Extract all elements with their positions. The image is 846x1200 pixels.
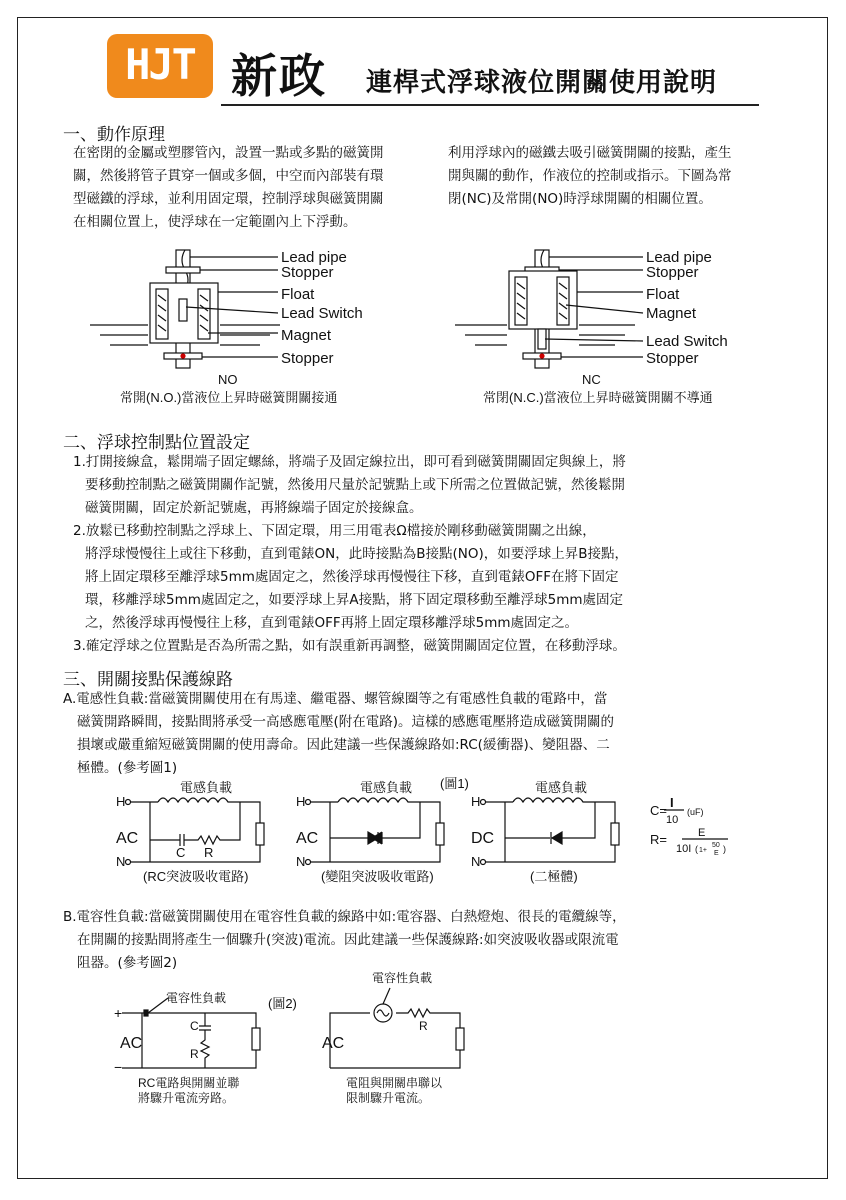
text-line: 閉(NC)及常開(NO)時浮球開關的相關位置。 xyxy=(448,191,712,207)
text-line: 損壞或嚴重縮短磁簧開關的使用壽命。因此建議一些保護線路如:RC(緩衝器)、變阻器、二 xyxy=(77,737,610,753)
text-line: A.電感性負載:當磁簧開關使用在有馬達、繼電器、螺管線圈等之有電感性負載的電路中，當 xyxy=(63,691,608,707)
label: Lead Switch xyxy=(646,333,728,350)
resistor-label: R xyxy=(204,845,214,860)
caption-varistor: (變阻突波吸收電路) xyxy=(321,869,434,884)
float-left-edge xyxy=(156,289,168,339)
terminal-h-label: H xyxy=(296,794,306,809)
text-line: 在相關位置上，使浮球在一定範圍內上下浮動。 xyxy=(73,214,357,230)
text-line: 型磁鐵的浮球，並利用固定環，控制浮球與磁簧開關 xyxy=(73,191,384,207)
label: Magnet xyxy=(646,305,697,322)
reed-switch-3 xyxy=(611,823,619,845)
terminal-n-label: N xyxy=(296,854,306,869)
mode-label-nc: NC xyxy=(582,372,601,387)
float-right-edge-r xyxy=(557,277,569,325)
terminal-h-3 xyxy=(481,800,486,805)
formula-r-paren: ( xyxy=(695,844,698,854)
formula-r-den: 10I xyxy=(676,843,692,855)
terminal-n-label: N xyxy=(116,854,126,869)
stopper-bolt-left xyxy=(181,354,185,358)
text-line: 3.確定浮球之位置點是否為所需之點，如有誤重新再調整，磁簧開關固定位置，在移動浮球。 xyxy=(73,638,626,654)
text-line: 2.放鬆已移動控制點之浮球上、下固定環，用三用電表Ω檔接於剛移動磁簧開關之出線， xyxy=(73,523,596,539)
section2-text xyxy=(73,451,628,658)
cap-load-label-2: 電容性負載 xyxy=(372,971,433,985)
float-switch-diagram xyxy=(90,245,770,410)
terminal-h-label: H xyxy=(471,794,481,809)
text-line: 磁簧開關，固定於新記號處，再將線端子固定於接線盒。 xyxy=(85,500,423,516)
text-line: 將上固定環移至離浮球5mm處固定之，然後浮球再慢慢往下移，直到電錶OFF在將下固定 xyxy=(85,569,619,585)
title-underline xyxy=(221,104,759,106)
dc-label: DC xyxy=(471,830,495,847)
label: Float xyxy=(646,286,680,303)
formula-c-den: 10 xyxy=(666,814,679,826)
ac-label: AC xyxy=(296,830,319,847)
caption-nc: 常閉(N.C.)當液位上昇時磁簧開關不導通 xyxy=(483,390,713,405)
reed-switch-4 xyxy=(252,1028,260,1050)
terminal-h-label: H xyxy=(116,794,126,809)
section3-a-text xyxy=(63,688,614,780)
label: Lead Switch xyxy=(281,305,363,322)
text-line: B.電容性負載:當磁簧開關使用在電容性負載的線路中如:電容器、白熱燈炮、很長的電纜線等， xyxy=(63,909,626,925)
company-logo xyxy=(107,34,213,98)
float-left-edge-r xyxy=(515,277,527,325)
label: Magnet xyxy=(281,327,332,344)
text-line: 磁簧開路瞬間，接點間將承受一高感應電壓(附在電路)。這樣的感應電壓將造成磁簧開關的 xyxy=(77,714,615,730)
terminal-n-label: N xyxy=(471,854,481,869)
reed-switch-2 xyxy=(436,823,444,845)
text-line: 極體。(參考圖1) xyxy=(77,760,178,776)
caption-right-1: 電阻與開關串聯以 xyxy=(346,1076,443,1090)
section1-left-text xyxy=(73,142,384,234)
load-label: 電感負載 xyxy=(535,780,588,795)
figure2-circuits xyxy=(108,968,488,1130)
load-label: 電感負載 xyxy=(180,780,233,795)
minus-label: − xyxy=(114,1059,123,1075)
ac-label-2: AC xyxy=(120,1035,143,1052)
section3-title: 三、開關接點保護線路 xyxy=(63,670,233,690)
caption-no: 常開(N.O.)當液位上昇時磁簧開關接通 xyxy=(120,390,338,405)
terminal-n-2 xyxy=(306,860,311,865)
formula-r-one: 1+ xyxy=(699,847,707,854)
varistor-branch xyxy=(330,802,420,838)
text-line: 環，移離浮球5mm處固定之，如要浮球上昇A接點，將下固定環移動至離浮球5mm處固定 xyxy=(85,592,624,608)
capacitor-label: C xyxy=(176,845,186,860)
ac-label: AC xyxy=(116,830,139,847)
reed-switch-5 xyxy=(456,1028,464,1050)
diode-symbol xyxy=(551,832,562,844)
label: Stopper xyxy=(281,264,334,281)
label: Lead pipe xyxy=(281,249,347,266)
label: Stopper xyxy=(281,350,334,367)
section3-b-text xyxy=(63,906,626,975)
caption-left-1: RC電路與開關並聯 xyxy=(138,1076,240,1090)
formula-r-e: E xyxy=(714,850,719,857)
text-line: 1.打開接線盒，鬆開端子固定螺絲，將端子及固定線拉出，即可看到磁簧開關固定與線上，將 xyxy=(73,454,626,470)
plus-label: + xyxy=(114,1005,123,1021)
figure1-circuits xyxy=(110,775,750,887)
label: Stopper xyxy=(646,264,699,281)
diode-branch xyxy=(505,802,595,838)
caption-diode: (二極體) xyxy=(530,869,578,884)
series-resistor-circuit xyxy=(330,1009,460,1068)
text-line: 關，然後將管子貫穿一個或多個，中空而內部裝有環 xyxy=(73,168,384,184)
terminal-n-3 xyxy=(481,860,486,865)
resistor-label-3: R xyxy=(419,1019,428,1033)
section2-title: 二、浮球控制點位置設定 xyxy=(63,433,250,453)
terminal-h-1 xyxy=(126,800,131,805)
capacitor-label-2: C xyxy=(190,1019,199,1033)
text-line: 在開關的接點間將產生一個驟升(突波)電流。因此建議一些保護線路:如突波吸收器或限流電 xyxy=(77,932,619,948)
lead-switch-right xyxy=(538,329,546,349)
wire-2 xyxy=(311,802,440,862)
varistor-symbol xyxy=(368,832,382,844)
text-line: 利用浮球內的磁鐵去吸引磁簧開關的接點，產生 xyxy=(448,145,732,161)
formula-c-num: I xyxy=(670,795,674,810)
terminal-n-1 xyxy=(126,860,131,865)
brand-name: 新政 xyxy=(231,49,327,103)
label: Stopper xyxy=(646,350,699,367)
formula-r-lhs: R= xyxy=(650,832,667,847)
wire-1 xyxy=(131,802,260,862)
caption-rc: (RC突波吸收電路) xyxy=(143,869,249,884)
section1-title: 一、動作原理 xyxy=(63,125,165,145)
document-title: 連桿式浮球液位開關使用說明 xyxy=(366,68,718,98)
terminal-h-2 xyxy=(306,800,311,805)
resistor-label-2: R xyxy=(190,1047,199,1061)
figure2-title: (圖2) xyxy=(268,996,297,1011)
ac-label-3: AC xyxy=(322,1035,345,1052)
text-line: 要移動控制點之磁簧開關作記號，然後用尺量於記號點上或下所需之位置做記號，然後鬆開 xyxy=(85,477,625,493)
rc-snubber xyxy=(150,802,240,846)
formula-c-unit: (uF) xyxy=(687,807,704,817)
leader-cap-load xyxy=(148,998,168,1013)
stopper-top-left xyxy=(166,267,200,273)
formula-r-50: 50 xyxy=(712,842,720,849)
label: Lead pipe xyxy=(646,249,712,266)
reed-switch-1 xyxy=(256,823,264,845)
figure1-title: (圖1) xyxy=(440,776,469,791)
formula-c-lhs: C= xyxy=(650,803,667,818)
float-right-edge xyxy=(198,289,210,339)
text-line: 將浮球慢慢往上或往下移動，直到電錶ON，此時接點為B接點(NO)，如要浮球上昇B接點， xyxy=(85,546,629,562)
leader-lamp xyxy=(383,988,390,1004)
section1-right-text xyxy=(448,142,732,211)
label: Float xyxy=(281,286,315,303)
lead-switch-left xyxy=(179,299,187,321)
inductor-coil-2 xyxy=(338,798,440,823)
caption-left-2: 將驟升電流旁路。 xyxy=(138,1091,235,1105)
stopper-bolt-right xyxy=(540,354,544,358)
formula-r-paren-close: ) xyxy=(723,844,726,854)
text-line: 開與關的動作，作液位的控制或指示。下圖為常 xyxy=(448,168,732,184)
text-line: 阻器。(參考圖2) xyxy=(77,955,178,971)
formula-r-num: E xyxy=(698,827,706,839)
load-label: 電感負載 xyxy=(360,780,413,795)
cap-load-label: 電容性負載 xyxy=(166,991,227,1005)
caption-right-2: 限制驟升電流。 xyxy=(346,1091,431,1105)
text-line: 之，然後浮球再慢慢往上移，直到電錶OFF再將上固定環移離浮球5mm處固定之。 xyxy=(85,615,579,631)
mode-label-no: NO xyxy=(218,372,238,387)
cap-load-mark xyxy=(144,1010,148,1016)
inductor-coil-3 xyxy=(513,798,615,823)
logo-lettering: HJT xyxy=(125,40,195,89)
inductor-coil-1 xyxy=(158,798,260,823)
text-line: 在密閉的金屬或塑膠管內，設置一點或多點的磁簧開 xyxy=(73,145,384,161)
